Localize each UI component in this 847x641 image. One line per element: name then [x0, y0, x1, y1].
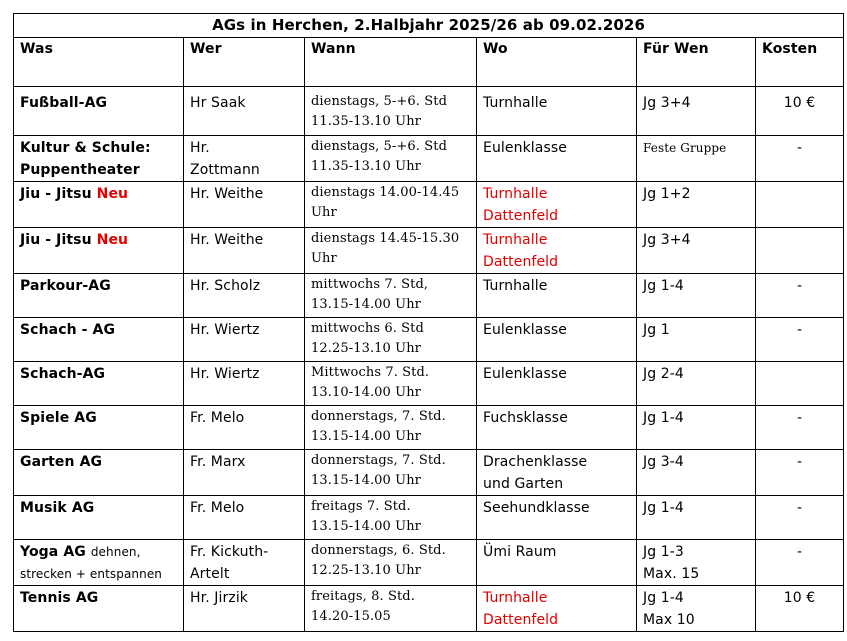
cell-wann	[305, 450, 477, 496]
cell-fuer-wen	[637, 318, 756, 362]
cell-kosten: -	[756, 318, 844, 362]
header-wann: Wann	[305, 38, 477, 87]
wo-line: Eulenklasse	[483, 140, 567, 156]
ag-schedule-table	[13, 13, 844, 632]
cell-wo	[477, 274, 637, 318]
title-row	[14, 14, 844, 38]
cell-wann	[305, 87, 477, 136]
wo-line: Dattenfeld	[483, 612, 559, 628]
wann-line: Uhr	[311, 251, 337, 266]
wann-line: mittwochs 6. Std	[311, 321, 424, 336]
ag-name: Jiu - Jitsu	[20, 232, 92, 248]
cell-wer: Fr. Melo	[184, 406, 305, 450]
cell-fuer-wen	[637, 496, 756, 540]
wo-line: Turnhalle	[483, 95, 548, 111]
cell-kosten: -	[756, 406, 844, 450]
cell-was	[14, 136, 184, 182]
fuer-wen-line: Jg 1	[643, 322, 670, 338]
cell-fuer-wen	[637, 182, 756, 228]
wo-line: Eulenklasse	[483, 366, 567, 382]
ag-name: Tennis AG	[20, 590, 99, 606]
fuer-wen-line: Jg 1+2	[643, 186, 691, 202]
wann-line: freitags 7. Std.	[311, 499, 411, 514]
ag-name: Schach - AG	[20, 322, 116, 338]
cell-kosten: -	[756, 450, 844, 496]
cell-was	[14, 87, 184, 136]
ag-name: Musik AG	[20, 500, 95, 516]
cell-wer: Fr. Marx	[184, 450, 305, 496]
fuer-wen-line: Max 10	[643, 612, 695, 628]
new-badge: Neu	[96, 186, 129, 202]
cell-was	[14, 318, 184, 362]
wo-line: Turnhalle	[483, 590, 548, 606]
fuer-wen-line: Max. 15	[643, 566, 700, 582]
fuer-wen-line: Jg 3-4	[643, 454, 684, 470]
fuer-wen-line: Feste Gruppe	[643, 141, 727, 155]
table-row	[14, 450, 844, 496]
cell-was	[14, 586, 184, 632]
cell-kosten	[756, 362, 844, 406]
cell-wann	[305, 362, 477, 406]
wann-line: 13.15-14.00 Uhr	[311, 297, 422, 312]
cell-wo	[477, 318, 637, 362]
ag-name: Fußball-AG	[20, 95, 108, 111]
cell-wer: Hr. Scholz	[184, 274, 305, 318]
cell-wer: Hr. Jirzik	[184, 586, 305, 632]
cell-wer	[184, 136, 305, 182]
wann-line: dienstags, 5-+6. Std	[311, 94, 447, 109]
table-row	[14, 136, 844, 182]
cell-wann	[305, 274, 477, 318]
cell-was	[14, 540, 184, 586]
table-row	[14, 406, 844, 450]
ag-name: Yoga AG	[20, 544, 86, 560]
cell-wer: Hr Saak	[184, 87, 305, 136]
wann-line: dienstags, 5-+6. Std	[311, 139, 447, 154]
cell-wer: Fr. Melo	[184, 496, 305, 540]
cell-wann	[305, 136, 477, 182]
table-row	[14, 318, 844, 362]
ag-name-line-2: Puppentheater	[20, 162, 140, 178]
table-row	[14, 274, 844, 318]
fuer-wen-line: Jg 2-4	[643, 366, 684, 382]
cell-was	[14, 496, 184, 540]
cell-fuer-wen	[637, 586, 756, 632]
wer-line: Fr. Kickuth-	[190, 544, 269, 560]
cell-wo	[477, 406, 637, 450]
wann-line: 13.10-14.00 Uhr	[311, 385, 422, 400]
wo-line: Turnhalle	[483, 186, 548, 202]
cell-fuer-wen	[637, 87, 756, 136]
cell-wer: Hr. Weithe	[184, 228, 305, 274]
ag-name: Jiu - Jitsu	[20, 186, 92, 202]
cell-fuer-wen	[637, 228, 756, 274]
wo-line: Turnhalle	[483, 278, 548, 294]
cell-wo	[477, 228, 637, 274]
wo-line: Dattenfeld	[483, 208, 559, 224]
cell-fuer-wen	[637, 540, 756, 586]
cell-fuer-wen	[637, 450, 756, 496]
cell-kosten: -	[756, 274, 844, 318]
ag-name: Spiele AG	[20, 410, 97, 426]
wann-line: 13.15-14.00 Uhr	[311, 473, 422, 488]
wer-line: Zottmann	[190, 162, 260, 178]
cell-wer: Hr. Wiertz	[184, 362, 305, 406]
table-row	[14, 228, 844, 274]
fuer-wen-line: Jg 3+4	[643, 232, 691, 248]
cell-wann	[305, 318, 477, 362]
cell-wann	[305, 406, 477, 450]
cell-was	[14, 274, 184, 318]
wann-line: 12.25-13.10 Uhr	[311, 563, 422, 578]
table-row	[14, 87, 844, 136]
wer-line: Artelt	[190, 566, 230, 582]
cell-was	[14, 228, 184, 274]
fuer-wen-line: Jg 1-3	[643, 544, 684, 560]
header-wo: Wo	[477, 38, 637, 87]
cell-kosten: -	[756, 496, 844, 540]
header-fuer-wen: Für Wen	[637, 38, 756, 87]
table-row	[14, 182, 844, 228]
cell-wo	[477, 182, 637, 228]
wann-line: donnerstags, 6. Std.	[311, 543, 446, 558]
header-was: Was	[14, 38, 184, 87]
cell-wo	[477, 362, 637, 406]
cell-wo	[477, 136, 637, 182]
cell-kosten: -	[756, 540, 844, 586]
wo-line: und Garten	[483, 476, 564, 492]
cell-wo	[477, 586, 637, 632]
cell-was	[14, 362, 184, 406]
wann-line: mittwochs 7. Std,	[311, 277, 429, 292]
cell-wann	[305, 586, 477, 632]
cell-was	[14, 182, 184, 228]
cell-wo	[477, 87, 637, 136]
ag-name: Garten AG	[20, 454, 103, 470]
wann-line: dienstags 14.45-15.30	[311, 231, 460, 246]
fuer-wen-line: Jg 3+4	[643, 95, 691, 111]
ag-subtitle-line-2: strecken + entspannen	[20, 567, 163, 581]
cell-kosten: 10 €	[756, 87, 844, 136]
wo-line: Turnhalle	[483, 232, 548, 248]
fuer-wen-line: Jg 1-4	[643, 500, 684, 516]
cell-kosten	[756, 228, 844, 274]
cell-wo	[477, 450, 637, 496]
wann-line: 14.20-15.05	[311, 609, 391, 624]
fuer-wen-line: Jg 1-4	[643, 590, 684, 606]
wann-line: donnerstags, 7. Std.	[311, 409, 446, 424]
cell-fuer-wen	[637, 406, 756, 450]
header-row	[14, 38, 844, 87]
cell-wer	[184, 540, 305, 586]
fuer-wen-line: Jg 1-4	[643, 410, 684, 426]
wann-line: 12.25-13.10 Uhr	[311, 341, 422, 356]
table-title: AGs in Herchen, 2.Halbjahr 2025/26 ab 09.02.2026	[14, 14, 844, 38]
wann-line: dienstags 14.00-14.45	[311, 185, 460, 200]
wo-line: Ümi Raum	[483, 544, 557, 560]
wo-line: Eulenklasse	[483, 322, 567, 338]
cell-wer: Hr. Wiertz	[184, 318, 305, 362]
cell-kosten: 10 €	[756, 586, 844, 632]
table-row	[14, 496, 844, 540]
cell-fuer-wen	[637, 362, 756, 406]
wann-line: Mittwochs 7. Std.	[311, 365, 430, 380]
wann-line: 13.15-14.00 Uhr	[311, 519, 422, 534]
table-row	[14, 586, 844, 632]
wo-line: Drachenklasse	[483, 454, 588, 470]
wann-line: 11.35-13.10 Uhr	[311, 114, 422, 129]
new-badge: Neu	[96, 232, 129, 248]
wann-line: Uhr	[311, 205, 337, 220]
ag-name: Parkour-AG	[20, 278, 111, 294]
cell-wann	[305, 496, 477, 540]
cell-wann	[305, 228, 477, 274]
wann-line: 13.15-14.00 Uhr	[311, 429, 422, 444]
cell-wann	[305, 540, 477, 586]
cell-fuer-wen	[637, 136, 756, 182]
ag-name: Kultur & Schule:	[20, 140, 151, 156]
cell-wo	[477, 496, 637, 540]
wann-line: donnerstags, 7. Std.	[311, 453, 446, 468]
cell-wer: Hr. Weithe	[184, 182, 305, 228]
header-wer: Wer	[184, 38, 305, 87]
cell-kosten	[756, 182, 844, 228]
header-kosten: Kosten	[756, 38, 844, 87]
cell-was	[14, 450, 184, 496]
wo-line: Seehundklasse	[483, 500, 590, 516]
wann-line: freitags, 8. Std.	[311, 589, 415, 604]
wann-line: 11.35-13.10 Uhr	[311, 159, 422, 174]
fuer-wen-line: Jg 1-4	[643, 278, 684, 294]
table-row	[14, 540, 844, 586]
cell-was	[14, 406, 184, 450]
ag-subtitle: dehnen,	[90, 545, 141, 559]
table-row	[14, 362, 844, 406]
cell-wann	[305, 182, 477, 228]
wo-line: Fuchsklasse	[483, 410, 568, 426]
cell-wo	[477, 540, 637, 586]
wer-line: Hr.	[190, 140, 210, 156]
cell-kosten: -	[756, 136, 844, 182]
cell-fuer-wen	[637, 274, 756, 318]
wo-line: Dattenfeld	[483, 254, 559, 270]
ag-name: Schach-AG	[20, 366, 106, 382]
